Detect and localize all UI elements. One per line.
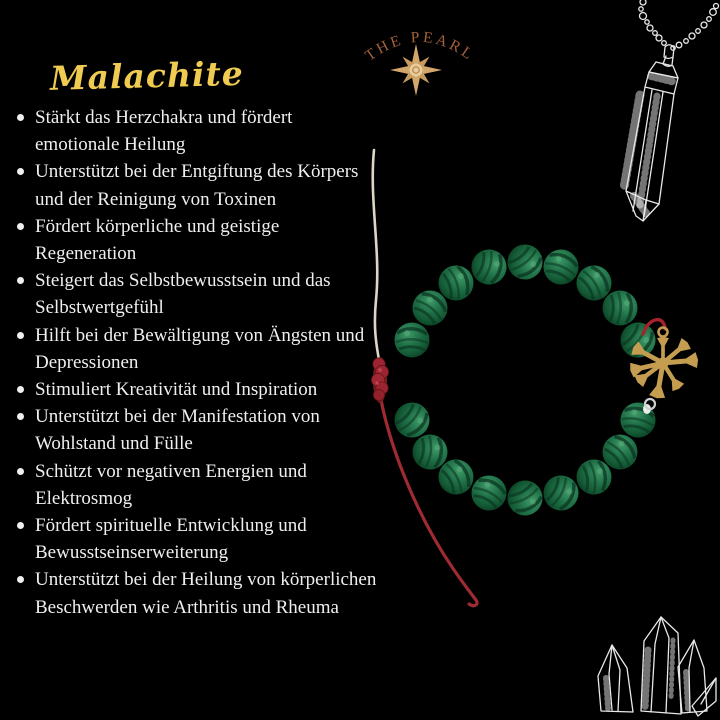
benefit-line: und der Reinigung von Toxinen <box>35 188 277 210</box>
benefit-line: Elektrosmog <box>35 487 133 509</box>
benefit-line: emotionale Heilung <box>35 134 186 156</box>
benefit-line: Hilft bei der Bewältigung von Ängsten und <box>35 324 365 346</box>
benefit-line: Unterstützt bei der Manifestation von <box>35 406 320 428</box>
benefit-line: Unterstützt bei der Heilung von körperlichen <box>35 569 377 591</box>
benefit-line: Wohlstand und Fülle <box>35 433 193 455</box>
benefit-line: Fördert körperliche und geistige <box>35 215 280 237</box>
page-title: Malachite <box>49 53 245 98</box>
benefit-line: Beschwerden wie Arthritis und Rheuma <box>35 596 339 618</box>
white-cord <box>373 150 379 360</box>
benefit-line: Selbstwertgefühl <box>35 297 164 319</box>
pendant-crystal <box>624 45 678 221</box>
red-knot <box>371 357 388 403</box>
benefit-line: Fördert spirituelle Entwicklung und <box>35 515 307 537</box>
benefit-line: Schützt vor negativen Energien und <box>35 460 307 482</box>
benefit-line: Bewusstseinserweiterung <box>35 542 229 564</box>
red-cord <box>381 400 477 606</box>
crystal-cluster-illustration <box>598 617 716 716</box>
brand-name: THE PEARL <box>362 28 478 65</box>
benefit-line: Depressionen <box>35 351 139 373</box>
bead-ring <box>387 237 662 522</box>
malachite-bracelet-photo <box>371 150 698 606</box>
benefit-line: Regeneration <box>35 243 137 265</box>
benefit-line: Stärkt das Herzchakra und fördert <box>35 107 293 128</box>
benefit-line: Stimuliert Kreativität und Inspiration <box>35 379 318 401</box>
necklace-chain <box>639 0 719 50</box>
benefit-line: Steigert das Selbstbewusstsein und das <box>35 270 331 292</box>
crystal-pendant-illustration <box>624 0 719 221</box>
benefit-line: Unterstützt bei der Entgiftung des Körpers <box>35 161 359 183</box>
